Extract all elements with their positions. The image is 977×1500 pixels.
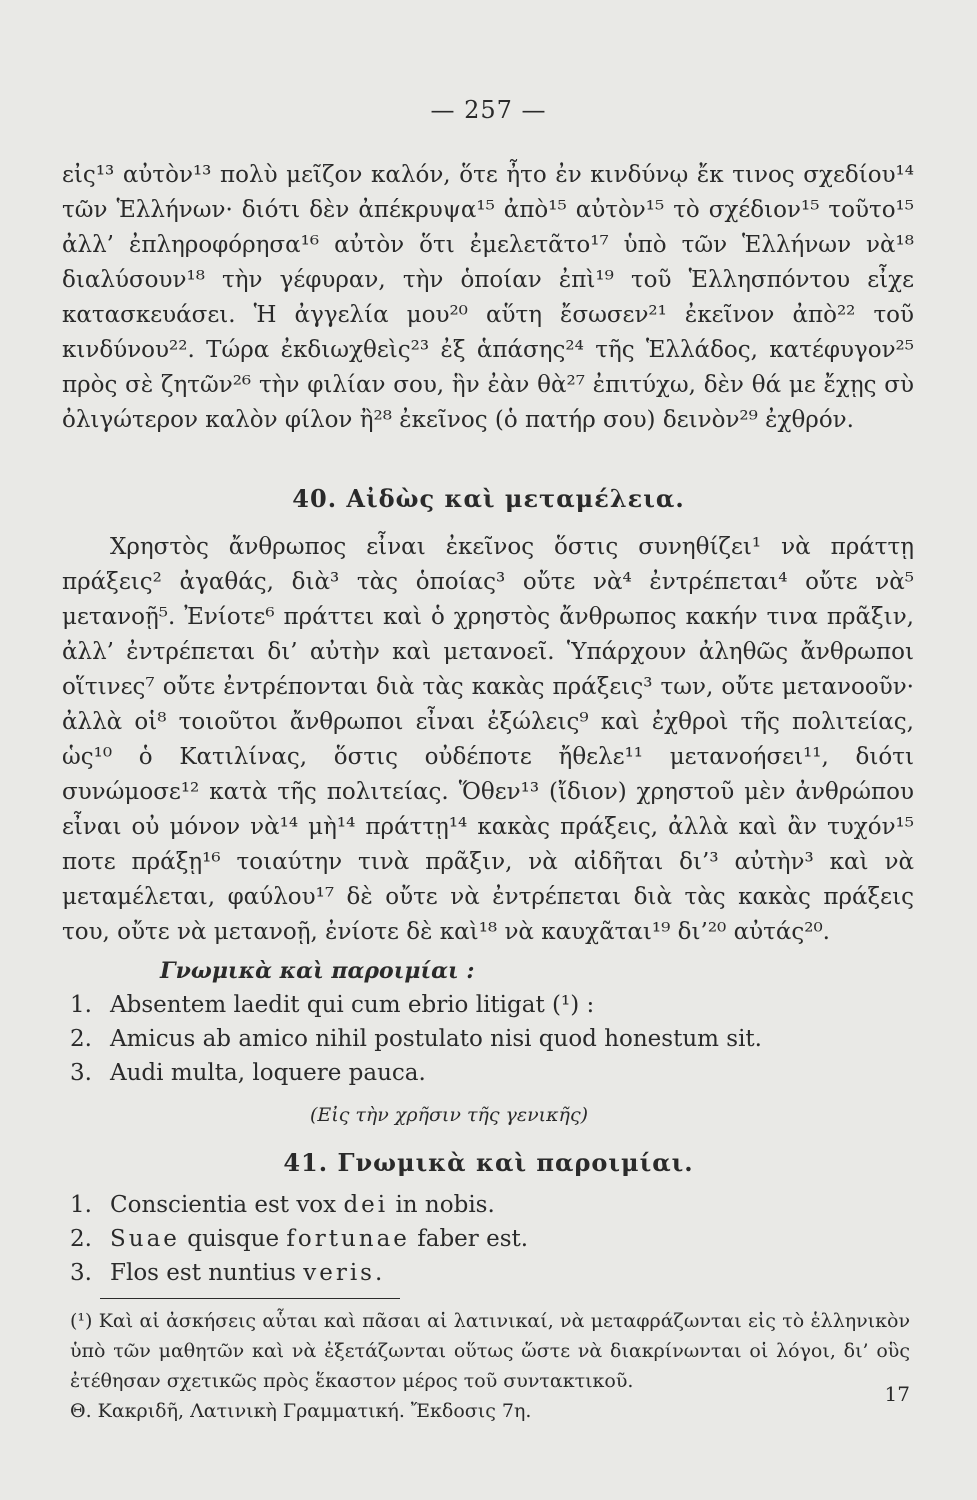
footnote-divider — [100, 1298, 400, 1299]
page-number: — 257 — — [430, 96, 547, 124]
usage-note: (Εἰς τὴν χρῆσιν τῆς γενικῆς) — [310, 1104, 588, 1126]
list-item: 3. Flos est nuntius veris. — [70, 1260, 383, 1286]
list-item: 2. Suae quisque fortunae faber est. — [70, 1226, 529, 1252]
proverbs-subheading: Γνωμικὰ καὶ παροιμίαι : — [160, 958, 475, 984]
paragraph-text: Χρηστὸς ἄνθρωπος εἶναι ἐκεῖνος ὅστις συνηθίζει¹ νὰ πράττῃ πράξεις² ἀγαθάς, διὰ³ τὰς ὁποίας³ οὔτε νὰ⁴ ἐντρέπεται⁴ οὔτε νὰ⁵ μετανοῇ⁵. Ἐνίοτε⁶ πράττει καὶ ὁ χρηστὸς ἄνθρωπος κακήν τινα πρᾶξιν, ἀλλ’ ἐντρέπεται δι’ αὐτὴν καὶ μετανοεῖ. Ὑπάρχουν ἀληθῶς ἄνθρωποι οἵτινες⁷ οὔτε ἐντρέπονται διὰ τὰς κακὰς πράξεις³ των, οὔτε μετανοοῦν· ἀλλὰ οἱ⁸ τοιοῦτοι ἄνθρωποι εἶναι ἐξώλεις⁹ καὶ ἐχθροὶ τῆς πολιτείας, ὡς¹⁰ ὁ Κατιλίνας, ὅστις οὐδέποτε ἤθελε¹¹ μετανοήσει¹¹, διότι συνώμοσε¹² κατὰ τῆς πολιτείας. Ὅθεν¹³ (ἴδιον) χρηστοῦ μὲν ἀνθρώπου εἶναι οὐ μόνον νὰ¹⁴ μὴ¹⁴ πράττῃ¹⁴ κακὰς πράξεις, ἀλλὰ καὶ ἂν τυχόν¹⁵ ποτε πράξῃ¹⁶ τοιαύτην τινὰ πρᾶξιν, νὰ αἰδῆται δι’³ αὐτὴν³ καὶ νὰ μεταμέλεται, φαύλου¹⁷ δὲ οὔτε νὰ ἐντρέπεται διὰ τὰς κακὰς πράξεις του, οὔτε νὰ μετανοῇ, ἐνίοτε δὲ καὶ¹⁸ νὰ καυχᾶται¹⁹ δι’²⁰ αὐτάς²⁰. — [62, 534, 914, 945]
list-item: 1. Conscientia est vox dei in nobis. — [70, 1192, 495, 1218]
footer-text: Θ. Κακριδῆ, Λατινικὴ Γραμματική. Ἔκδοσις 7η. — [70, 1400, 532, 1422]
list-item: 1. Absentem laedit qui cum ebrio litigat (¹) : — [70, 992, 595, 1018]
section-40-heading: 40. Αἰδὼς καὶ μεταμέλεια. — [292, 484, 685, 513]
section-41-heading: 41. Γνωμικὰ καὶ παροιμίαι. — [283, 1148, 694, 1177]
page-footer — [70, 1382, 910, 1422]
list-item: 2. Amicus ab amico nihil postulato nisi quod honestum sit. — [70, 1026, 762, 1052]
proverbs-list — [70, 988, 762, 1090]
footnote: (¹) Καὶ αἱ ἀσκήσεις αὗται καὶ πᾶσαι αἱ λατινικαί, νὰ μεταφράζωνται εἰς τὸ ἑλληνικὸν ὑπὸ τῶν μαθητῶν καὶ νὰ ἐξετάζωνται οὕτως ὥστε νὰ διακρίνωνται οἱ λόγοι, δι’ οὓς ἐτέθησαν σχετικῶς πρὸς ἕκαστον μέρος τοῦ συντακτικοῦ. — [70, 1310, 910, 1392]
list-item: 3. Audi multa, loquere pauca. — [70, 1060, 426, 1086]
signature-mark: 17 — [884, 1382, 910, 1406]
paragraph-text: εἰς¹³ αὐτὸν¹³ πολὺ μεῖζον καλόν, ὅτε ἦτο ἐν κινδύνῳ ἔκ τινος σχεδίου¹⁴ τῶν Ἑλλήνων· διότι δὲν ἀπέκρυψα¹⁵ ἀπὸ¹⁵ αὐτὸν¹⁵ τὸ σχέδιον¹⁵ τοῦτο¹⁵ ἀλλ’ ἐπληροφόρησα¹⁶ αὐτὸν ὅτι ἐμελετᾶτο¹⁷ ὑπὸ τῶν Ἑλλήνων νὰ¹⁸ διαλύσουν¹⁸ τὴν γέφυραν, τὴν ὁποίαν ἐπὶ¹⁹ τοῦ Ἑλλησπόντου εἶχε κατασκευάσει. Ἡ ἀγγελία μου²⁰ αὕτη ἔσωσεν²¹ ἐκεῖνον ἀπὸ²² τοῦ κινδύνου²². Τώρα ἐκδιωχθεὶς²³ ἐξ ἁπάσης²⁴ τῆς Ἑλλάδος, κατέφυγον²⁵ πρὸς σὲ ζητῶν²⁶ τὴν φιλίαν σου, ἣν ἐὰν θὰ²⁷ ἐπιτύχω, δὲν θά με ἔχῃς σὺ ὀλιγώτερον καλὸν φίλον ἢ²⁸ ἐκεῖνος (ὁ πατήρ σου) δεινὸν²⁹ ἐχθρόν. — [62, 162, 914, 433]
section-40-paragraph — [62, 530, 914, 950]
body-paragraph-continued — [62, 158, 914, 438]
section-41-list — [70, 1188, 528, 1290]
